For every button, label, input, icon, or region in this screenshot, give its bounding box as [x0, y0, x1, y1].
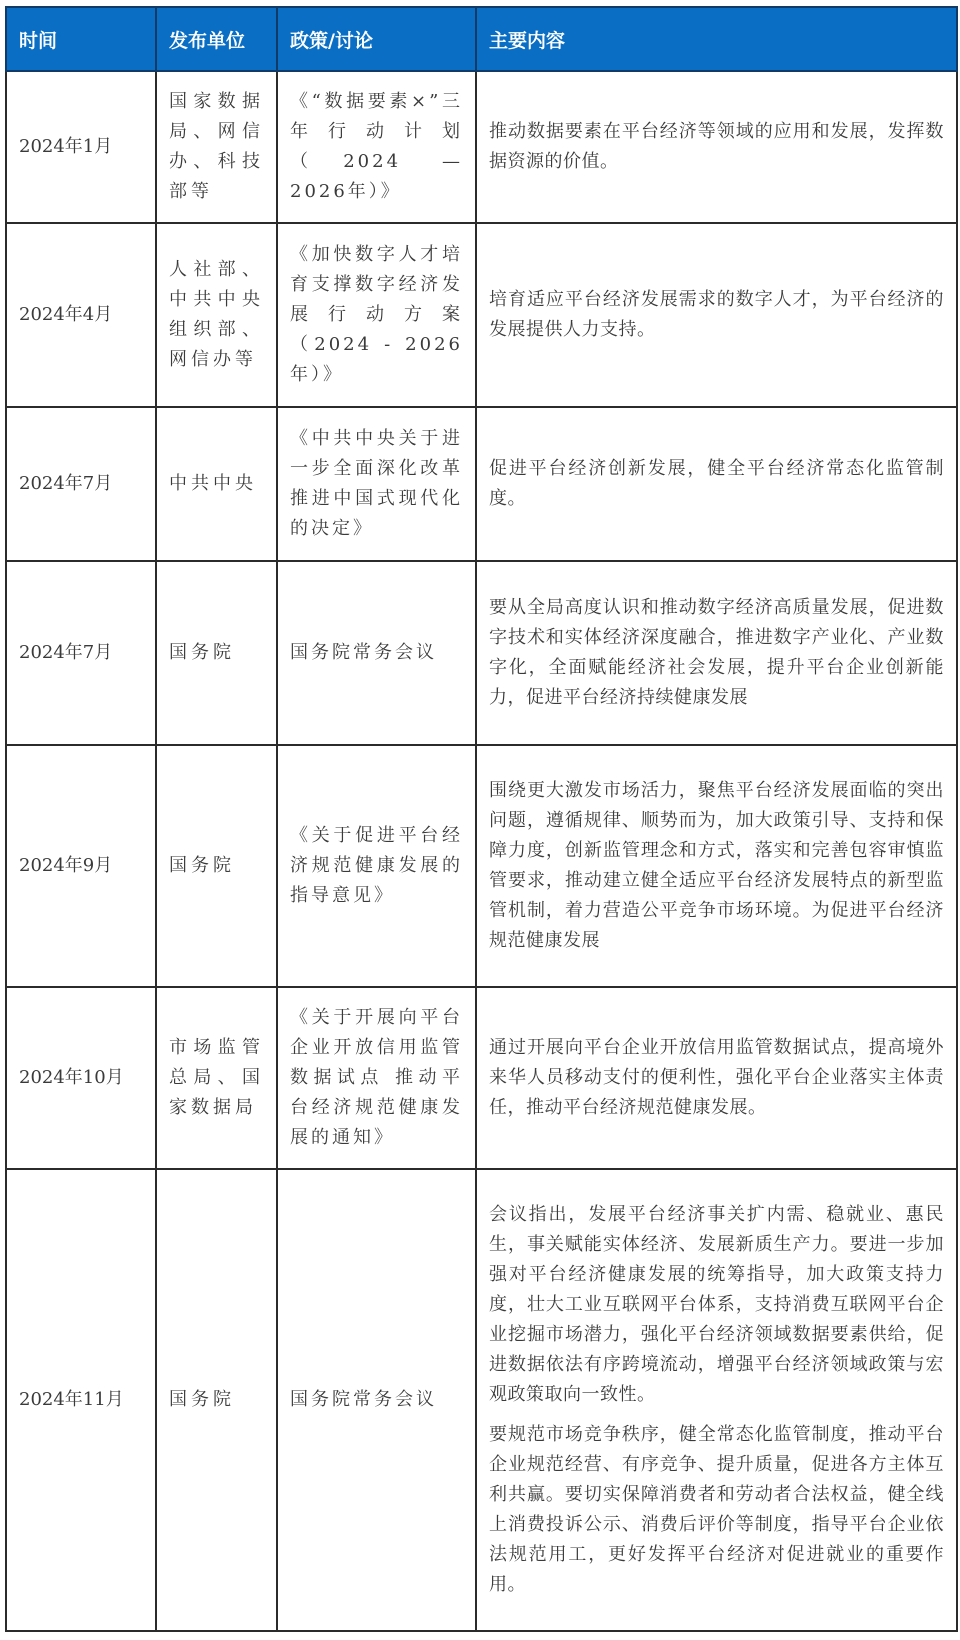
content-paragraph: 培育适应平台经济发展需求的数字人才，为平台经济的发展提供人力支持。 — [489, 289, 944, 340]
cell-date: 2024年9月 — [6, 745, 156, 987]
table-row — [6, 223, 957, 407]
header-date: 时间 — [6, 7, 156, 71]
header-content: 主要内容 — [476, 7, 957, 71]
cell-unit: 国家数据局、网信办、科技部等 — [156, 71, 277, 223]
cell-date: 2024年10月 — [6, 987, 156, 1169]
cell-unit: 人社部、中共中央组织部、网信办等 — [156, 223, 277, 407]
cell-policy: 《“数据要素×”三年行动计划（2024 — 2026年）》 — [277, 71, 476, 223]
cell-unit: 中共中央 — [156, 407, 277, 561]
cell-policy: 《加快数字人才培育支撑数字经济发展行动方案（2024 - 2026年）》 — [277, 223, 476, 407]
content-paragraph: 围绕更大激发市场活力，聚焦平台经济发展面临的突出问题，遵循规律、顺势而为，加大政策引导、支持和保障力度，创新监管理念和方式，落实和完善包容审慎监管要求，推动建立健全适应平台经济发展特点的新型监管机制，着力营造公平竞争市场环境。为促进平台经济规范健康发展 — [489, 780, 944, 951]
table-row — [6, 1169, 957, 1631]
table-row — [6, 71, 957, 223]
cell-content — [476, 223, 957, 407]
table-row — [6, 407, 957, 561]
cell-date: 2024年7月 — [6, 561, 156, 745]
content-paragraph: 要规范市场竞争秩序，健全常态化监管制度，推动平台企业规范经营、有序竞争、提升质量，促进各方主体互利共赢。要切实保障消费者和劳动者合法权益，健全线上消费投诉公示、消费后评价等制度，指导平台企业依法规范用工，更好发挥平台经济对促进就业的重要作用。 — [489, 1424, 944, 1595]
policy-table — [5, 6, 958, 1632]
cell-unit: 国务院 — [156, 1169, 277, 1631]
cell-policy: 《关于促进平台经济规范健康发展的指导意见》 — [277, 745, 476, 987]
cell-content — [476, 987, 957, 1169]
cell-policy: 《中共中央关于进一步全面深化改革 推进中国式现代化的决定》 — [277, 407, 476, 561]
cell-policy: 国务院常务会议 — [277, 1169, 476, 1631]
content-paragraph: 推动数据要素在平台经济等领域的应用和发展，发挥数据资源的价值。 — [489, 121, 944, 172]
cell-policy: 《关于开展向平台企业开放信用监管数据试点 推动平台经济规范健康发展的通知》 — [277, 987, 476, 1169]
cell-content — [476, 71, 957, 223]
cell-content — [476, 407, 957, 561]
cell-unit: 国务院 — [156, 561, 277, 745]
content-paragraph: 促进平台经济创新发展，健全平台经济常态化监管制度。 — [489, 458, 944, 509]
cell-content — [476, 745, 957, 987]
cell-date: 2024年4月 — [6, 223, 156, 407]
table-header-row — [6, 7, 957, 71]
cell-policy: 国务院常务会议 — [277, 561, 476, 745]
table-row — [6, 745, 957, 987]
cell-content — [476, 1169, 957, 1631]
cell-date: 2024年11月 — [6, 1169, 156, 1631]
cell-date: 2024年7月 — [6, 407, 156, 561]
table-row — [6, 987, 957, 1169]
table-row — [6, 561, 957, 745]
cell-date: 2024年1月 — [6, 71, 156, 223]
cell-unit: 市场监管总局、国家数据局 — [156, 987, 277, 1169]
content-paragraph: 要从全局高度认识和推动数字经济高质量发展，促进数字技术和实体经济深度融合，推进数字产业化、产业数字化，全面赋能经济社会发展，提升平台企业创新能力，促进平台经济持续健康发展 — [489, 597, 944, 708]
content-paragraph: 通过开展向平台企业开放信用监管数据试点，提高境外来华人员移动支付的便利性，强化平台企业落实主体责任，推动平台经济规范健康发展。 — [489, 1037, 944, 1118]
cell-content — [476, 561, 957, 745]
cell-unit: 国务院 — [156, 745, 277, 987]
content-paragraph: 会议指出，发展平台经济事关扩内需、稳就业、惠民生，事关赋能实体经济、发展新质生产力。要进一步加强对平台经济健康发展的统筹指导，加大政策支持力度，壮大工业互联网平台体系，支持消费互联网平台企业挖掘市场潜力，强化平台经济领域数据要素供给，促进数据依法有序跨境流动，增强平台经济领域政策与宏观政策取向一致性。 — [489, 1204, 944, 1405]
header-policy: 政策/讨论 — [277, 7, 476, 71]
header-unit: 发布单位 — [156, 7, 277, 71]
